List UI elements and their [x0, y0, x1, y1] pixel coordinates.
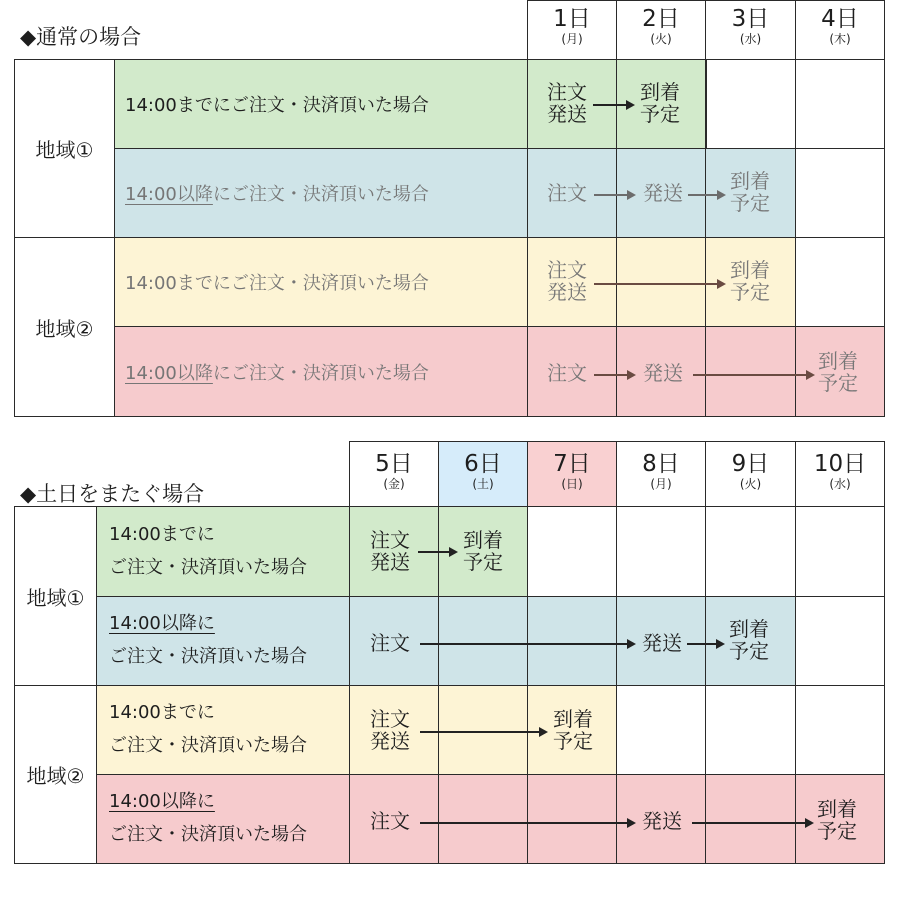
s1-r1-arrival	[640, 81, 680, 125]
s2-r2-order: 注文	[370, 631, 410, 655]
desc-rest: にご注文・決済頂いた場合	[212, 184, 429, 205]
desc-line-1: 14:00までに	[109, 702, 215, 723]
s2-col-7	[527, 506, 617, 864]
s1-r3-arrival	[730, 259, 770, 303]
s1-r4-ship: 発送	[643, 361, 683, 385]
desc-prefix: 14:00以降	[125, 362, 213, 384]
ship-label: 発送	[547, 280, 587, 304]
arrival-label-2: 予定	[730, 280, 770, 304]
day-label: 7日	[553, 451, 591, 477]
weekday-label: (日)	[561, 477, 583, 491]
arrival-label-2: 予定	[640, 102, 680, 126]
day-header-9	[705, 441, 796, 507]
arrival-label-1: 到着	[817, 797, 857, 821]
arrival-label-1: 到着	[730, 169, 770, 193]
day-label: 5日	[375, 451, 413, 477]
desc-rest: ご注文・決済頂いた場合	[230, 95, 429, 116]
s1-row-4-desc	[125, 326, 429, 417]
day-header-5	[349, 441, 439, 507]
arrow-icon	[688, 194, 724, 196]
arrow-icon	[418, 551, 456, 553]
day-header-7	[527, 441, 617, 507]
s1-r1-order-ship	[547, 81, 587, 125]
day-header-1	[527, 0, 617, 60]
arrival-label-1: 到着	[729, 617, 769, 641]
day-label: 1日	[553, 6, 591, 32]
weekday-label: (水)	[829, 477, 851, 491]
arrival-label-1: 到着	[553, 707, 593, 731]
s1-row-1-desc	[125, 59, 429, 149]
desc-rest: ご注文・決済頂いた場合	[230, 273, 429, 294]
weekday-label: (木)	[829, 32, 851, 46]
weekday-label: (火)	[739, 477, 762, 491]
section1-title: ◆通常の場合	[20, 25, 142, 49]
order-label: 注文	[547, 258, 587, 282]
region-2-label: 地域②	[14, 237, 115, 417]
day-header-4	[795, 0, 885, 60]
desc-rest: にご注文・決済頂いた場合	[212, 362, 429, 384]
arrow-icon	[687, 643, 723, 645]
s1-row-2-desc	[125, 148, 429, 238]
s1-r2-order: 注文	[547, 181, 587, 205]
desc-line-2: ご注文・決済頂いた場合	[109, 557, 307, 578]
ship-label: 発送	[370, 729, 410, 753]
s2-r1-order-ship	[370, 529, 410, 573]
arrow-icon	[593, 104, 633, 106]
s2-r4-ship: 発送	[642, 809, 682, 833]
day-label: 9日	[731, 451, 770, 477]
s2-row-2-desc	[109, 607, 307, 673]
day-header-2	[616, 0, 706, 60]
desc-line-1: 14:00以降に	[109, 613, 215, 634]
arrow-icon	[420, 731, 546, 733]
weekday-label: (水)	[739, 32, 762, 46]
desc-line-1: 14:00までに	[109, 524, 215, 545]
s2-row-3-desc	[109, 696, 307, 762]
s2-row-2-empty	[795, 596, 885, 686]
s1-row-2-empty	[795, 148, 885, 238]
desc-prefix: 14:00までに	[125, 95, 231, 116]
arrival-label-1: 到着	[640, 80, 680, 104]
desc-prefix: 14:00以降	[125, 184, 213, 205]
desc-line-2: ご注文・決済頂いた場合	[109, 824, 307, 845]
arrival-label-2: 予定	[817, 819, 857, 843]
ship-label: 発送	[370, 550, 410, 574]
s1-col-3	[705, 59, 796, 417]
arrival-label-1: 到着	[463, 528, 503, 552]
section2-title: ◆土日をまたぐ場合	[20, 482, 205, 506]
day-label: 8日	[642, 451, 680, 477]
s2-col-9	[705, 506, 796, 864]
s1-r3-order-ship	[547, 259, 587, 303]
weekday-label: (月)	[650, 477, 672, 491]
day-label: 6日	[464, 451, 502, 477]
s2-r4-arrival	[817, 798, 857, 842]
arrival-label-1: 到着	[730, 258, 770, 282]
s1-r2-ship: 発送	[643, 181, 683, 205]
order-label: 注文	[547, 80, 587, 104]
arrival-label-2: 予定	[463, 550, 503, 574]
arrow-icon	[594, 194, 634, 196]
s1-r2-arrival	[730, 170, 770, 214]
s1-row-3-empty	[795, 237, 885, 327]
arrow-icon	[692, 822, 812, 824]
arrow-icon	[420, 822, 634, 824]
desc-line-1: 14:00以降に	[109, 791, 215, 812]
weekday-label: (金)	[383, 477, 405, 491]
desc-prefix: 14:00までに	[125, 273, 231, 294]
order-label: 注文	[370, 528, 410, 552]
day-header-3	[705, 0, 796, 60]
region-1-label: 地域①	[14, 506, 97, 686]
s2-r1-arrival	[463, 529, 503, 573]
arrival-label-2: 予定	[729, 639, 769, 663]
ship-label: 発送	[547, 102, 587, 126]
order-label: 注文	[370, 707, 410, 731]
s2-row-1-desc	[109, 518, 307, 584]
day-label: 10日	[813, 451, 867, 477]
weekday-label: (火)	[650, 32, 672, 46]
s2-r2-ship: 発送	[642, 631, 682, 655]
arrow-icon	[693, 374, 813, 376]
region-2-label: 地域②	[14, 685, 97, 864]
s1-row-3-desc	[125, 237, 429, 327]
s1-r4-arrival	[818, 350, 858, 394]
arrival-label-2: 予定	[818, 371, 858, 395]
arrow-icon	[594, 374, 634, 376]
day-header-10	[795, 441, 885, 507]
s2-r2-arrival	[729, 618, 769, 662]
day-header-6	[438, 441, 528, 507]
day-label: 4日	[821, 6, 859, 32]
weekday-label: (月)	[561, 32, 583, 46]
weekday-label: (土)	[472, 477, 494, 491]
arrival-label-2: 予定	[553, 729, 593, 753]
arrow-icon	[594, 283, 724, 285]
arrival-label-1: 到着	[818, 349, 858, 373]
s2-row-4-desc	[109, 785, 307, 851]
region-1-label: 地域①	[14, 59, 115, 238]
arrow-icon	[420, 643, 634, 645]
s2-r4-order: 注文	[370, 809, 410, 833]
day-label: 2日	[642, 6, 680, 32]
desc-line-2: ご注文・決済頂いた場合	[109, 646, 307, 667]
day-label: 3日	[731, 6, 770, 32]
desc-line-2: ご注文・決済頂いた場合	[109, 735, 307, 756]
day-header-8	[616, 441, 706, 507]
arrival-label-2: 予定	[730, 191, 770, 215]
s2-r3-arrival	[553, 708, 593, 752]
s2-r3-order-ship	[370, 708, 410, 752]
s1-r4-order: 注文	[547, 361, 587, 385]
